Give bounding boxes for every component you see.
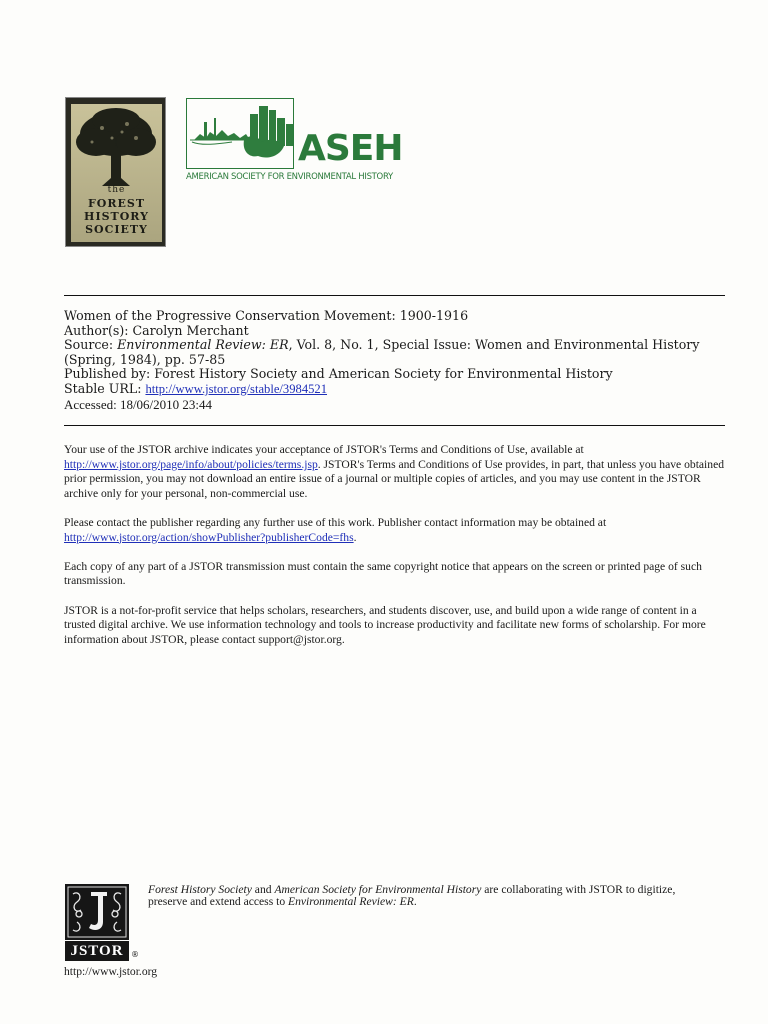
- forest-history-society-logo: [65, 97, 166, 247]
- article-metadata: [64, 309, 729, 412]
- stable-url-label: Stable URL:: [64, 380, 146, 396]
- footer-journal: Environmental Review: ER: [288, 895, 414, 908]
- aseh-logo: [186, 98, 403, 186]
- copyright-notice-paragraph: Each copy of any part of a JSTOR transmission must contain the same copyright notice that appears on the screen or printed page of such transmission.: [64, 559, 702, 588]
- source-details: , Vol. 8, No. 1, Special Issue: Women and Environmental History (Spring, 1984), pp. 57-85: [64, 337, 700, 367]
- source-journal: Environmental Review: ER: [117, 337, 289, 353]
- terms-paragraph: [64, 443, 726, 501]
- jstor-j-emblem-icon: [65, 884, 129, 940]
- fhs-logo-society: SOCIETY: [85, 223, 148, 236]
- publisher-contact-text: Please contact the publisher regarding any further use of this work. Publisher contact information may be obtained at: [64, 515, 607, 529]
- skyline-icon: [188, 100, 296, 168]
- jstor-emblem: [65, 884, 129, 940]
- aseh-acronym: ASEH: [298, 128, 403, 169]
- registered-mark: ®: [131, 950, 139, 959]
- terms-text-start: Your use of the JSTOR archive indicates your acceptance of JSTOR's Terms and Conditions of Use, available at: [64, 443, 584, 456]
- terms-text-end: . JSTOR's Terms and Conditions of Use provides, in part, that unless you have obtained prior permission, you may not download an entire issue of a journal or multiple copies of articles, and you may use content in the JSTOR archive only for your personal, non-commercial use.: [64, 457, 725, 500]
- publisher-contact-end: .: [353, 530, 357, 544]
- org-fhs: Forest History Society: [148, 883, 252, 896]
- article-publisher: Published by: Forest History Society and American Society for Environmental History: [64, 366, 613, 382]
- accessed-date: Accessed: 18/06/2010 23:44: [64, 396, 213, 412]
- stable-url-link[interactable]: http://www.jstor.org/stable/3984521: [145, 381, 328, 396]
- collaboration-note: [148, 884, 708, 908]
- tree-icon: [72, 104, 161, 194]
- aseh-full-name: AMERICAN SOCIETY FOR ENVIRONMENTAL HISTORY: [186, 172, 393, 182]
- jstor-logo: [65, 884, 139, 962]
- collaboration-text: are collaborating with JSTOR to digitize, preserve and extend access to: [148, 883, 676, 908]
- article-title: Women of the Progressive Conservation Movement: 1900-1916: [64, 308, 469, 323]
- terms-section: [64, 443, 726, 662]
- article-source: [64, 338, 729, 367]
- jstor-wordmark: JSTOR: [65, 941, 129, 961]
- top-divider: [64, 295, 725, 296]
- bottom-divider: [64, 425, 725, 426]
- publisher-contact-link[interactable]: http://www.jstor.org/action/showPublisher?publisherCode=fhs: [64, 530, 354, 544]
- terms-link[interactable]: http://www.jstor.org/page/info/about/policies/terms.jsp: [64, 457, 318, 471]
- jstor-about-paragraph: JSTOR is a not-for-profit service that helps scholars, researchers, and students discover, use, and build upon a wide range of content in a trusted digital archive. We use information technology and tools to increase productivity and facilitate new forms of scholarship. For more information about JSTOR, please contact support@jstor.org.: [64, 603, 706, 646]
- article-author: Author(s): Carolyn Merchant: [64, 322, 249, 338]
- fhs-logo-history: HISTORY: [84, 210, 149, 223]
- fhs-logo-forest: FOREST: [87, 197, 146, 210]
- stable-url-line: [64, 382, 729, 397]
- source-prefix: Source:: [64, 337, 118, 353]
- publisher-contact-paragraph: [64, 516, 726, 545]
- footer-end: .: [413, 895, 417, 908]
- fhs-logo-the: the: [107, 185, 126, 195]
- org-and: and: [251, 883, 275, 896]
- jstor-url: http://www.jstor.org: [64, 965, 158, 978]
- org-aseh: American Society for Environmental History: [274, 883, 482, 896]
